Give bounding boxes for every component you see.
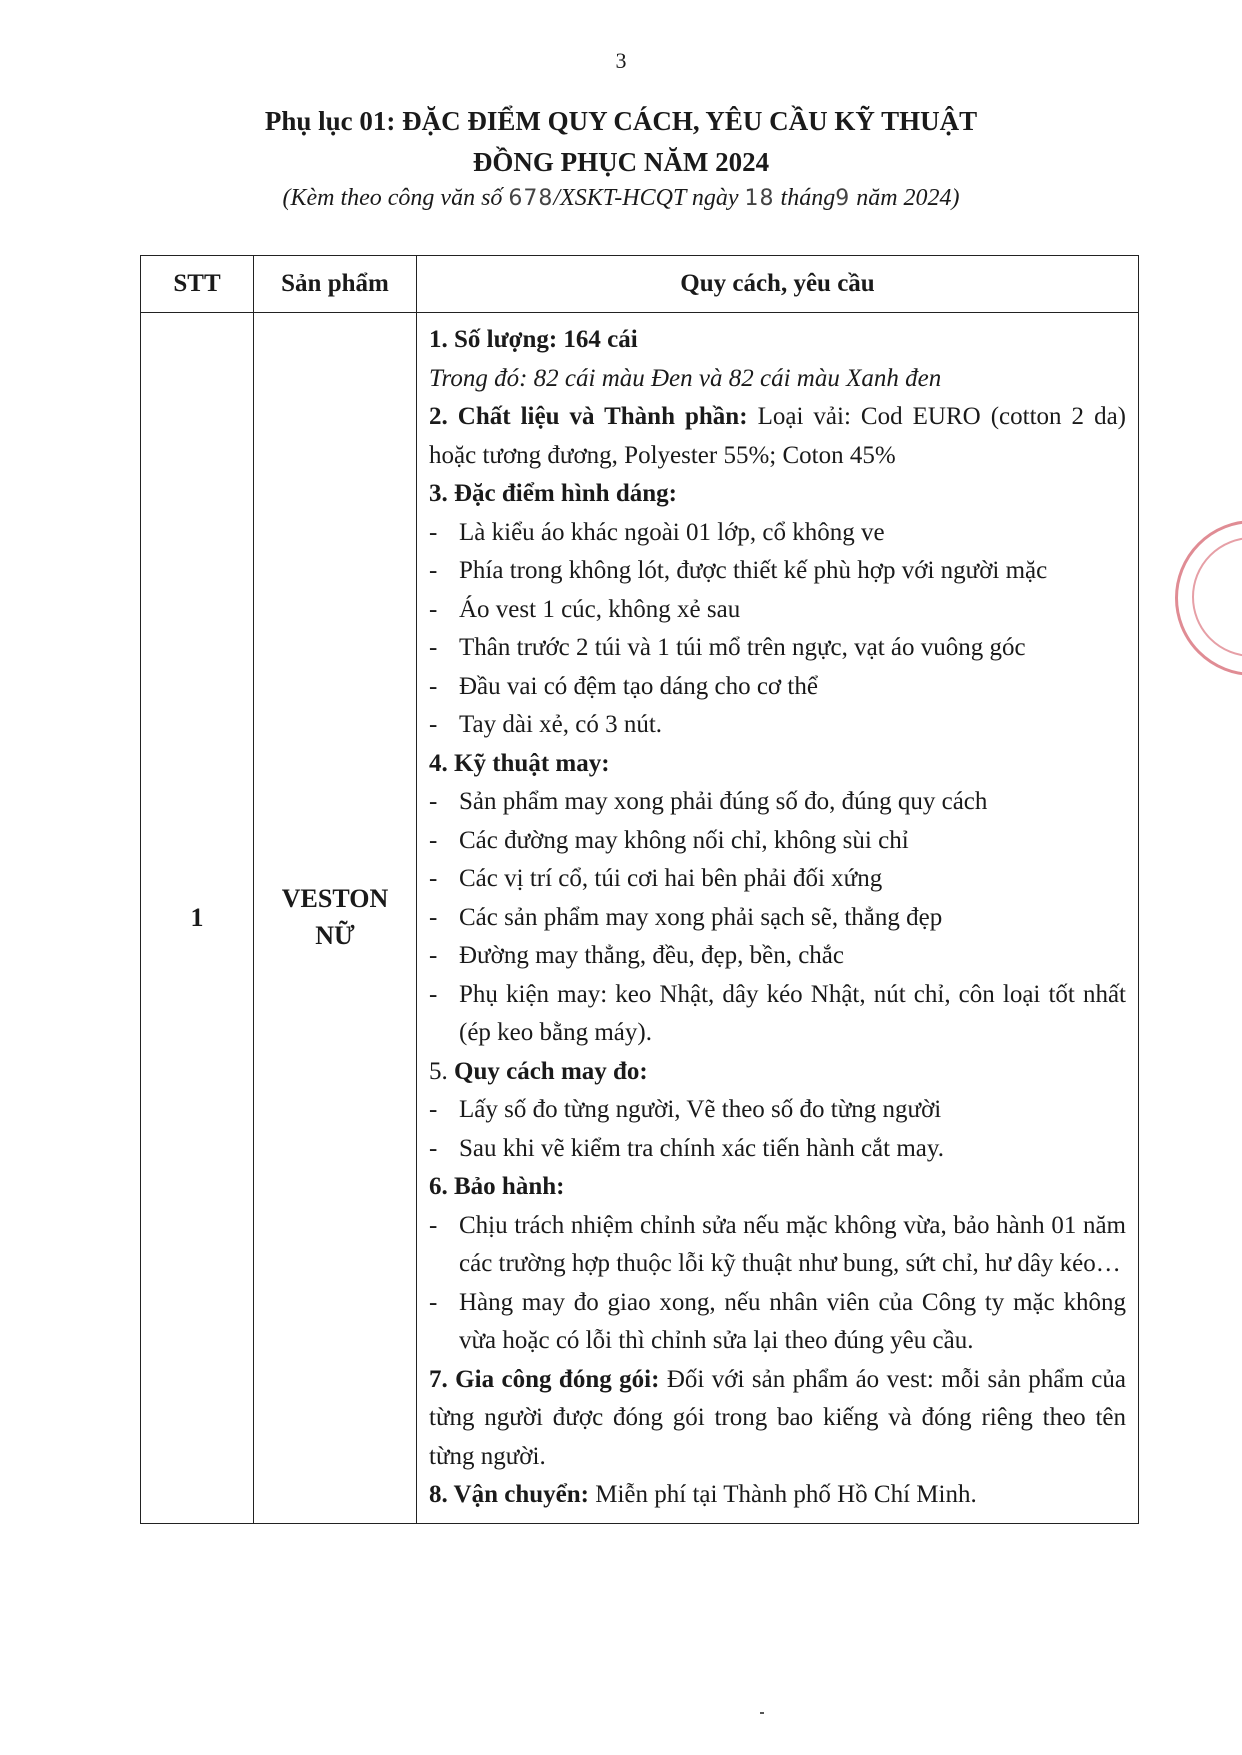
section-packaging-text: Đối với sản phẩm áo vest: mỗi sản phẩm của từng người được đóng gói trong bao kiếng và đóng riêng theo tên từng người.	[429, 1365, 1126, 1470]
list-item-text: Là kiểu áo khác ngoài 01 lớp, cổ không ve	[459, 518, 885, 546]
header-requirements: Quy cách, yêu cầu	[417, 256, 1139, 313]
dash-bullet: -	[429, 980, 438, 1008]
header-stt: STT	[141, 256, 254, 313]
scan-speck	[760, 1712, 764, 1714]
list-item	[429, 899, 1126, 938]
page-title: Phụ lục 01: ĐẶC ĐIỂM QUY CÁCH, YÊU CẦU KỸ THUẬT	[264, 106, 978, 136]
dash-bullet: -	[429, 942, 438, 969]
dash-bullet: -	[429, 634, 438, 661]
list-item-text: Chịu trách nhiệm chỉnh sửa nếu mặc không vừa, bảo hành 01 năm các trường hợp thuộc lỗi kỹ thuật như bung, sứt chỉ, hư dây kéo…	[459, 1211, 1126, 1277]
reference-suffix: năm 2024)	[850, 185, 960, 211]
list-item	[429, 591, 1126, 630]
dash-bullet: -	[429, 595, 438, 623]
list-item	[429, 514, 1126, 553]
handwritten-day: 18	[744, 186, 775, 211]
list-item	[429, 860, 1126, 899]
list-item-text: Tay dài xẻ, có 3 nút.	[459, 711, 663, 738]
reference-mid: /XSKT-HCQT ngày	[553, 185, 745, 211]
list-item	[429, 976, 1126, 1053]
dash-bullet: -	[429, 826, 438, 854]
section-warranty-heading: 6. Bảo hành:	[429, 1173, 565, 1200]
section-shipping	[429, 1476, 1126, 1515]
dash-bullet: -	[429, 518, 438, 546]
section-shipping-text: Miễn phí tại Thành phố Hồ Chí Minh.	[589, 1481, 977, 1508]
list-item-text: Hàng may đo giao xong, nếu nhân viên của Công ty mặc không vừa hoặc có lỗi thì chỉnh sửa lại theo đúng yêu cầu.	[459, 1288, 1126, 1354]
dash-bullet: -	[429, 788, 438, 815]
section-packaging	[429, 1361, 1126, 1477]
section-shipping-heading: 8. Vận chuyển:	[429, 1481, 589, 1508]
list-item	[429, 1130, 1126, 1169]
handwritten-month: 9	[835, 186, 851, 211]
red-seal-stamp	[1175, 520, 1242, 676]
list-item	[429, 822, 1126, 861]
section-tailoring-heading: Quy cách may đo:	[454, 1057, 648, 1085]
dash-bullet: -	[429, 1096, 438, 1123]
section-quantity-heading: 1. Số lượng: 164 cái	[429, 326, 638, 353]
row-product	[254, 313, 417, 1524]
list-item-text: Lấy số đo từng người, Vẽ theo số đo từng người	[459, 1096, 942, 1123]
list-item-text: Các vị trí cổ, túi cơi hai bên phải đối xứng	[459, 865, 883, 892]
section-shape-heading: 3. Đặc điểm hình dáng:	[429, 480, 677, 507]
dash-bullet: -	[429, 1134, 438, 1162]
list-item	[429, 552, 1126, 591]
section-sewing-heading: 4. Kỹ thuật may:	[429, 749, 610, 777]
section-material-text: Loại vải: Cod EURO (cotton 2 da) hoặc tương đương, Polyester 55%; Coton 45%	[429, 403, 1127, 469]
reference-prefix: (Kèm theo công văn số	[282, 185, 509, 211]
page-title-line2: ĐỒNG PHỤC NĂM 2024	[472, 147, 770, 177]
reference-month-label: tháng	[774, 185, 836, 211]
dash-bullet: -	[429, 711, 438, 738]
list-item	[429, 1091, 1126, 1130]
section-packaging-heading: 7. Gia công đóng gói:	[429, 1365, 660, 1393]
document-reference	[0, 185, 1242, 212]
list-item	[429, 706, 1126, 745]
list-item	[429, 783, 1126, 822]
spec-table	[140, 255, 1139, 1524]
section-material-heading: 2. Chất liệu và Thành phần:	[429, 403, 748, 430]
list-item	[429, 1284, 1126, 1361]
list-item-text: Đường may thẳng, đều, đẹp, bền, chắc	[459, 942, 844, 969]
dash-bullet: -	[429, 865, 438, 892]
list-item-text: Phía trong không lót, được thiết kế phù hợp với người mặc	[459, 557, 1048, 584]
dash-bullet: -	[429, 672, 438, 700]
dash-bullet: -	[429, 1288, 438, 1316]
list-item	[429, 937, 1126, 976]
table-header-row	[141, 256, 1139, 313]
list-item-text: Phụ kiện may: keo Nhật, dây kéo Nhật, nút chỉ, côn loại tốt nhất (ép keo bằng máy).	[459, 980, 1126, 1046]
row-stt: 1	[141, 313, 254, 1524]
section-quantity-note: Trong đó: 82 cái màu Đen và 82 cái màu Xanh đen	[429, 364, 942, 392]
list-item-text: Các đường may không nối chỉ, không sùi chỉ	[459, 826, 909, 854]
dash-bullet: -	[429, 903, 438, 931]
product-name-line2: NỮ	[315, 920, 355, 950]
list-item-text: Đầu vai có đệm tạo dáng cho cơ thể	[459, 672, 818, 700]
section-tailoring-number: 5.	[429, 1057, 454, 1085]
dash-bullet: -	[429, 1211, 438, 1239]
row-requirements	[417, 313, 1139, 1524]
list-item-text: Áo vest 1 cúc, không xẻ sau	[459, 595, 741, 623]
page-number: 3	[615, 48, 627, 73]
dash-bullet: -	[429, 557, 438, 584]
list-item-text: Sản phẩm may xong phải đúng số đo, đúng quy cách	[459, 788, 988, 815]
section-material	[429, 398, 1126, 475]
section-tailoring	[429, 1053, 1126, 1092]
table-row	[141, 313, 1139, 1524]
list-item-text: Các sản phẩm may xong phải sạch sẽ, thẳng đẹp	[459, 903, 943, 931]
list-item	[429, 1207, 1126, 1284]
handwritten-doc-number: 678	[508, 186, 554, 211]
list-item	[429, 668, 1126, 707]
list-item	[429, 629, 1126, 668]
product-name-line1: VESTON	[281, 884, 389, 914]
list-item-text: Sau khi vẽ kiểm tra chính xác tiến hành cắt may.	[459, 1134, 945, 1162]
header-product: Sản phẩm	[254, 256, 417, 313]
list-item-text: Thân trước 2 túi và 1 túi mổ trên ngực, vạt áo vuông góc	[459, 634, 1026, 661]
